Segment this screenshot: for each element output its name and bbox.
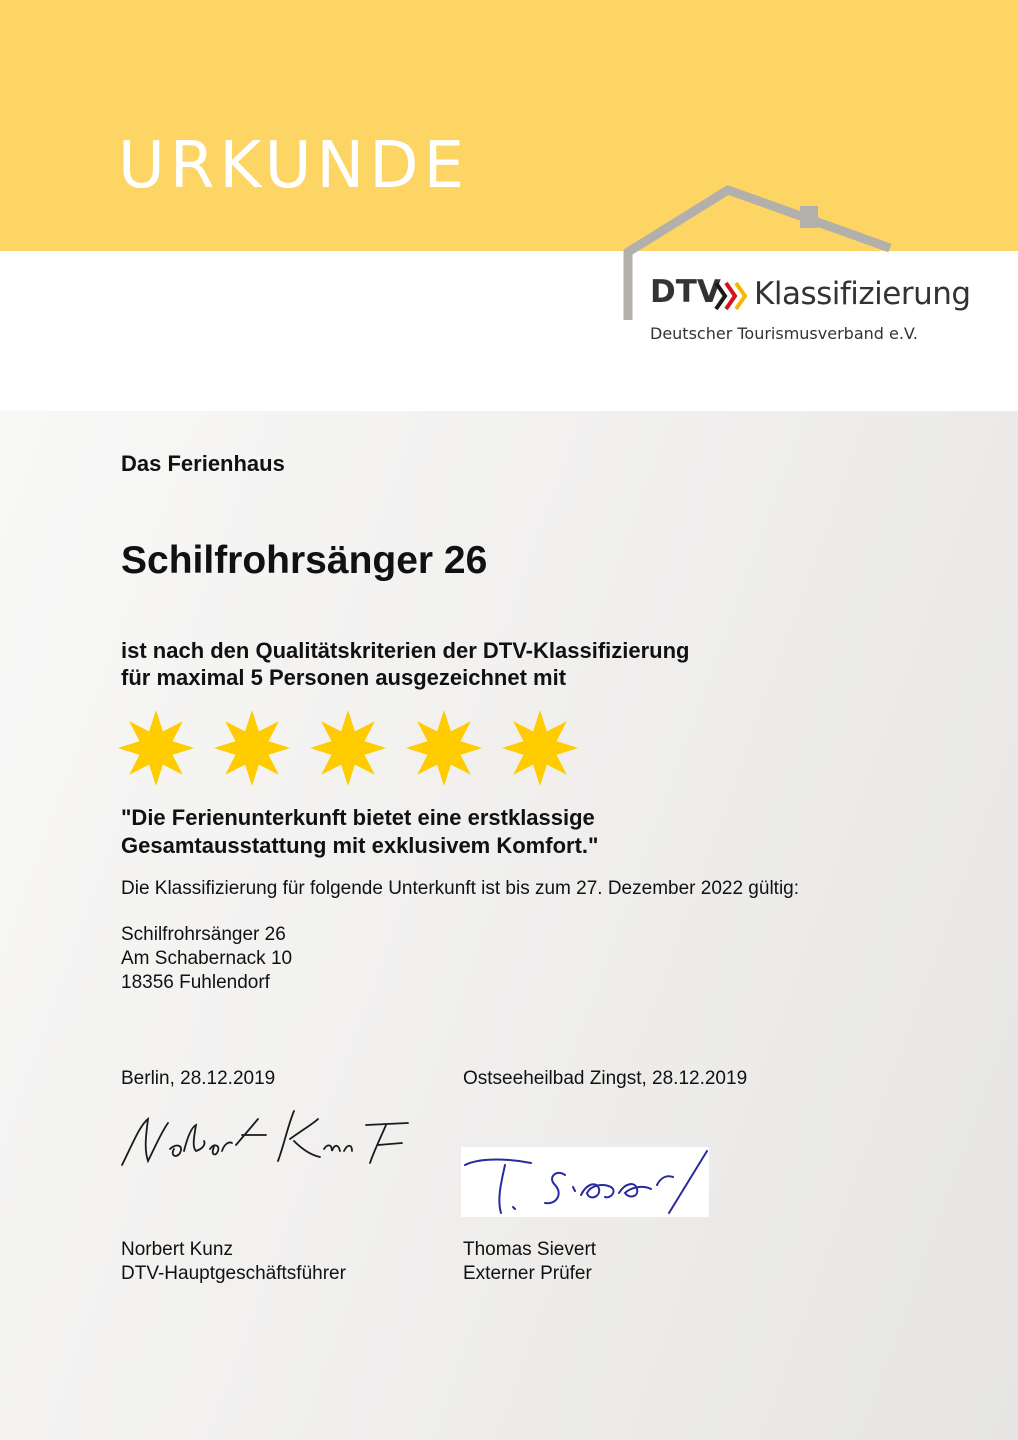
criteria-text — [121, 637, 689, 691]
property-name: Schilfrohrsänger 26 — [121, 539, 488, 582]
address-line-2: Am Schabernack 10 — [121, 948, 293, 969]
place-date-2: Ostseeheilbad Zingst, 28.12.2019 — [463, 1068, 748, 1089]
signatory-1-role: DTV-Hauptgeschäftsführer — [121, 1263, 346, 1284]
star-icon — [502, 710, 578, 786]
star-icon — [118, 710, 194, 786]
signatory-2-name: Thomas Sievert — [463, 1239, 597, 1260]
certificate-title: URKUNDE — [118, 129, 469, 203]
signatory-2-role: Externer Prüfer — [463, 1263, 592, 1284]
criteria-line-2: für maximal 5 Personen ausgezeichnet mit — [121, 665, 567, 690]
address-line-1: Schilfrohrsänger 26 — [121, 924, 286, 945]
signatory-1-name: Norbert Kunz — [121, 1239, 233, 1260]
address-block — [121, 923, 292, 995]
place-date-1: Berlin, 28.12.2019 — [121, 1068, 276, 1089]
property-type: Das Ferienhaus — [121, 451, 285, 476]
logo-product: Klassifizierung — [754, 276, 971, 312]
signatory-2 — [463, 1238, 596, 1286]
star-icon — [310, 710, 386, 786]
address-line-3: 18356 Fuhlendorf — [121, 972, 270, 993]
validity-text: Die Klassifizierung für folgende Unterkunft ist bis zum 27. Dezember 2022 gültig: — [121, 878, 800, 899]
star-icon — [406, 710, 482, 786]
star-rating — [118, 708, 588, 788]
signature-norbert-kunz — [118, 1105, 418, 1175]
logo-subtitle: Deutscher Tourismusverband e.V. — [650, 324, 918, 343]
chevrons-icon — [714, 280, 750, 312]
quote-text — [121, 804, 598, 860]
criteria-line-1: ist nach den Qualitätskriterien der DTV-Klassifizierung — [121, 638, 690, 663]
quote-line-2: Gesamtausstattung mit exklusivem Komfort." — [121, 833, 599, 858]
signature-thomas-sievert — [461, 1147, 709, 1217]
star-icon — [214, 710, 290, 786]
logo-brand: DTV — [650, 274, 721, 310]
quote-line-1: "Die Ferienunterkunft bietet eine erstklassige — [121, 805, 595, 830]
signatory-1 — [121, 1238, 346, 1286]
